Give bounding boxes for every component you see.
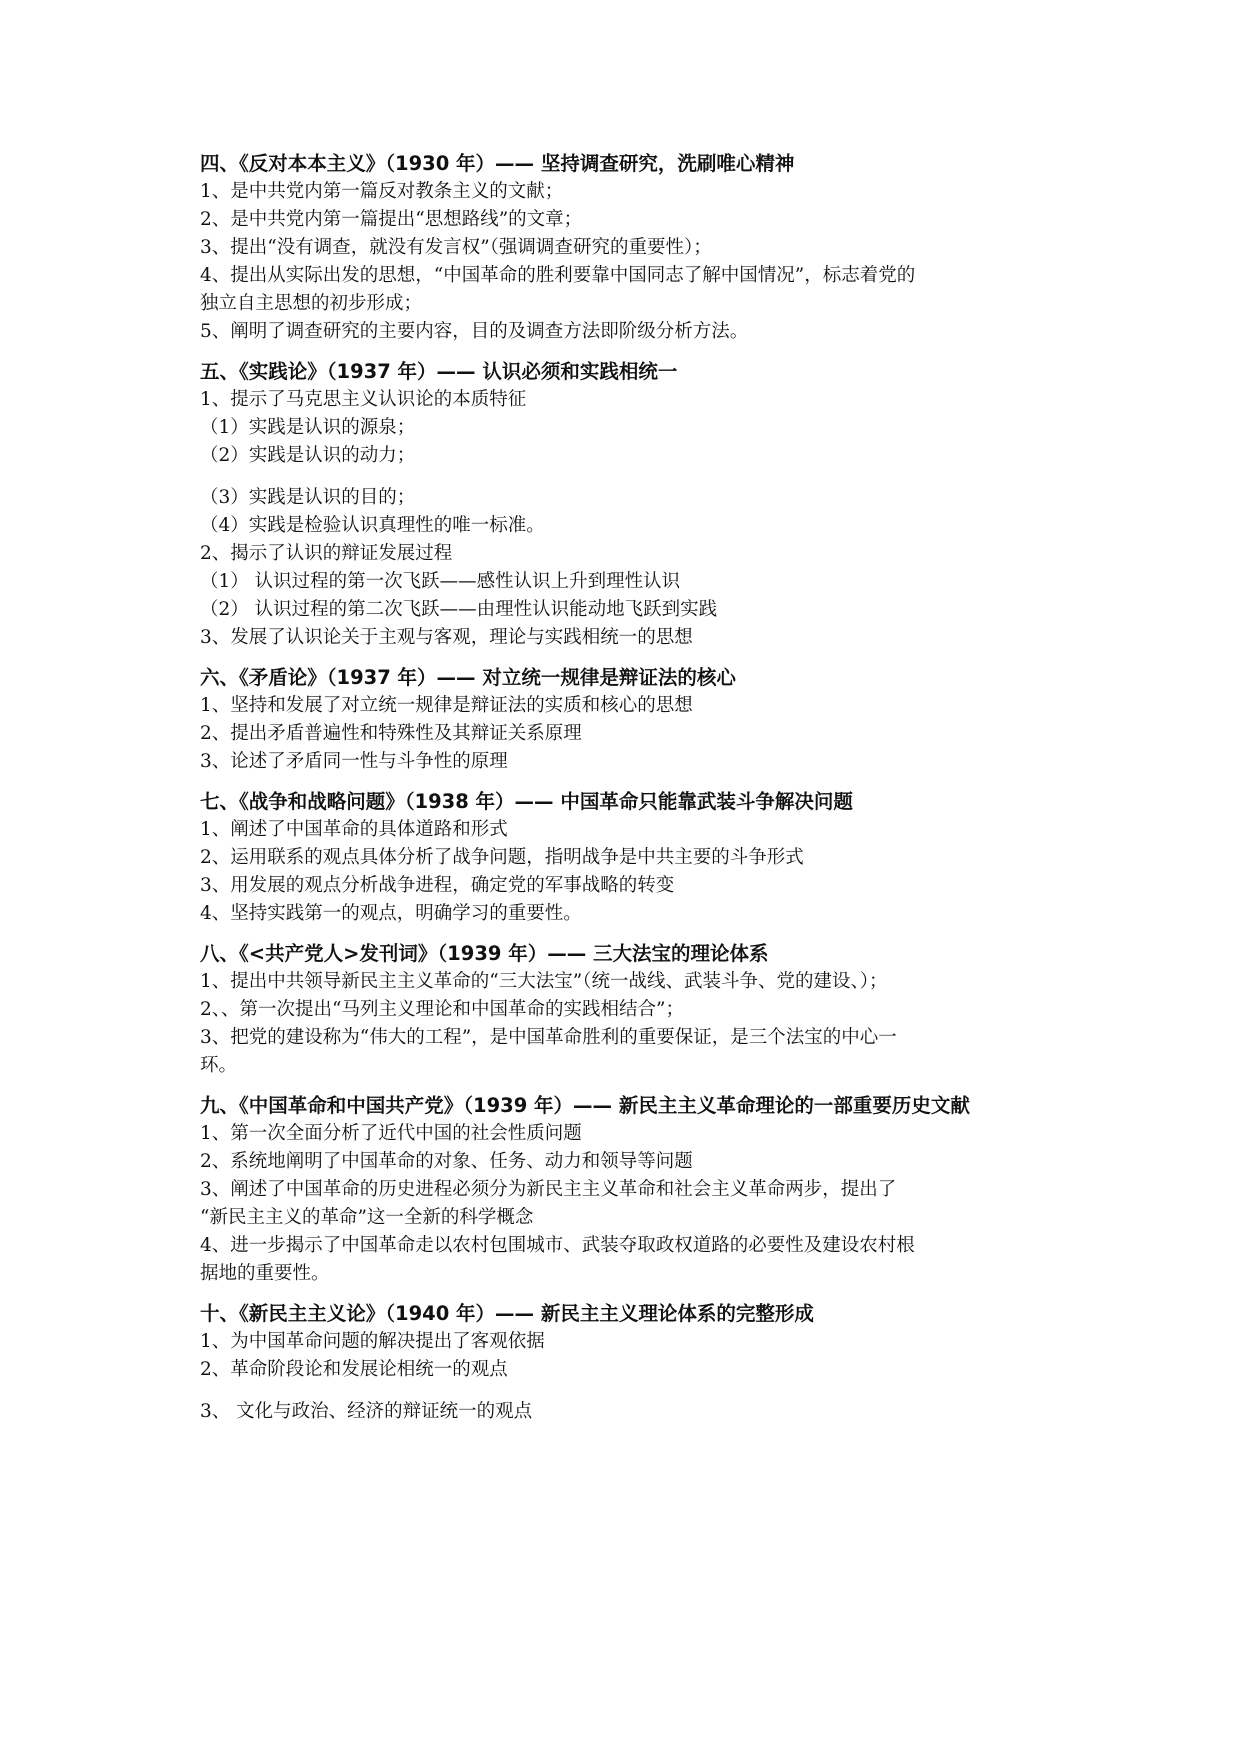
section-heading: 四、《反对本本主义》（1930 年）—— 坚持调查研究，洗刷唯心精神 — [200, 152, 795, 175]
section-heading: 七、《战争和战略问题》（1938 年）—— 中国革命只能靠武装斗争解决问题 — [200, 790, 853, 813]
list-item: “新民主主义的革命”这一全新的科学概念 — [200, 1207, 534, 1228]
section-7 — [200, 788, 1070, 928]
section-10 — [200, 1300, 1070, 1426]
list-item: （1） 认识过程的第一次飞跃——感性认识上升到理性认识 — [200, 571, 681, 592]
list-item: 1、坚持和发展了对立统一规律是辩证法的实质和核心的思想 — [200, 695, 693, 716]
section-heading: 八、《<共产党人>发刊词》（1939 年）—— 三大法宝的理论体系 — [200, 942, 769, 965]
list-item: 独立自主思想的初步形成； — [200, 293, 423, 314]
list-item: 2、提出矛盾普遍性和特殊性及其辩证关系原理 — [200, 723, 582, 744]
list-item: （1）实践是认识的源泉； — [200, 417, 416, 438]
list-item: 3、论述了矛盾同一性与斗争性的原理 — [200, 751, 508, 772]
list-item: 2、是中共党内第一篇提出“思想路线”的文章； — [200, 209, 583, 230]
list-item: 1、提出中共领导新民主主义革命的“三大法宝”（统一战线、武装斗争、党的建设、）； — [200, 971, 888, 992]
section-8 — [200, 940, 1070, 1080]
list-item: 4、坚持实践第一的观点，明确学习的重要性。 — [200, 903, 582, 924]
list-item: 2、革命阶段论和发展论相统一的观点 — [200, 1359, 508, 1380]
list-item: 2、系统地阐明了中国革命的对象、任务、动力和领导等问题 — [200, 1151, 693, 1172]
list-item: 4、提出从实际出发的思想，“中国革命的胜利要靠中国同志了解中国情况”，标志着党的 — [200, 265, 916, 286]
list-item: 4、进一步揭示了中国革命走以农村包围城市、武装夺取政权道路的必要性及建设农村根 — [200, 1235, 915, 1256]
list-item: 5、阐明了调查研究的主要内容，目的及调查方法即阶级分析方法。 — [200, 321, 749, 342]
list-item: 1、提示了马克思主义认识论的本质特征 — [200, 389, 527, 410]
section-heading: 九、《中国革命和中国共产党》（1939 年）—— 新民主主义革命理论的一部重要历史文献 — [200, 1094, 970, 1117]
list-item: 1、第一次全面分析了近代中国的社会性质问题 — [200, 1123, 582, 1144]
list-item: 2、、第一次提出“马列主义理论和中国革命的实践相结合”； — [200, 999, 684, 1020]
list-item: 2、揭示了认识的辩证发展过程 — [200, 543, 453, 564]
list-item: 2、运用联系的观点具体分析了战争问题，指明战争是中共主要的斗争形式 — [200, 847, 804, 868]
list-item: 据地的重要性。 — [200, 1263, 330, 1284]
section-5 — [200, 358, 1070, 652]
list-item: （2） 认识过程的第二次飞跃——由理性认识能动地飞跃到实践 — [200, 599, 718, 620]
list-item: 1、阐述了中国革命的具体道路和形式 — [200, 819, 508, 840]
list-item: 3、阐述了中国革命的历史进程必须分为新民主主义革命和社会主义革命两步，提出了 — [200, 1179, 897, 1200]
list-item: 3、提出“没有调查，就没有发言权”（强调调查研究的重要性）； — [200, 237, 712, 258]
list-item: 3、 文化与政治、经济的辩证统一的观点 — [200, 1401, 533, 1422]
paragraph-gap — [200, 1384, 1070, 1398]
section-4 — [200, 150, 1070, 346]
section-9 — [200, 1092, 1070, 1288]
section-6 — [200, 664, 1070, 776]
list-item: 3、发展了认识论关于主观与客观，理论与实践相统一的思想 — [200, 627, 693, 648]
list-item: 3、把党的建设称为“伟大的工程”，是中国革命胜利的重要保证，是三个法宝的中心一 — [200, 1027, 897, 1048]
list-item: 1、为中国革命问题的解决提出了客观依据 — [200, 1331, 545, 1352]
list-item: 3、用发展的观点分析战争进程，确定党的军事战略的转变 — [200, 875, 675, 896]
document-body — [200, 150, 1070, 1438]
section-heading: 十、《新民主主义论》（1940 年）—— 新民主主义理论体系的完整形成 — [200, 1302, 814, 1325]
list-item: 1、是中共党内第一篇反对教条主义的文献； — [200, 181, 564, 202]
section-heading: 六、《矛盾论》（1937 年）—— 对立统一规律是辩证法的核心 — [200, 666, 736, 689]
list-item: （3）实践是认识的目的； — [200, 487, 416, 508]
list-item: （4）实践是检验认识真理性的唯一标准。 — [200, 515, 545, 536]
section-heading: 五、《实践论》（1937 年）—— 认识必须和实践相统一 — [200, 360, 678, 383]
paragraph-gap — [200, 470, 1070, 484]
list-item: （2）实践是认识的动力； — [200, 445, 416, 466]
list-item: 环。 — [200, 1055, 238, 1076]
